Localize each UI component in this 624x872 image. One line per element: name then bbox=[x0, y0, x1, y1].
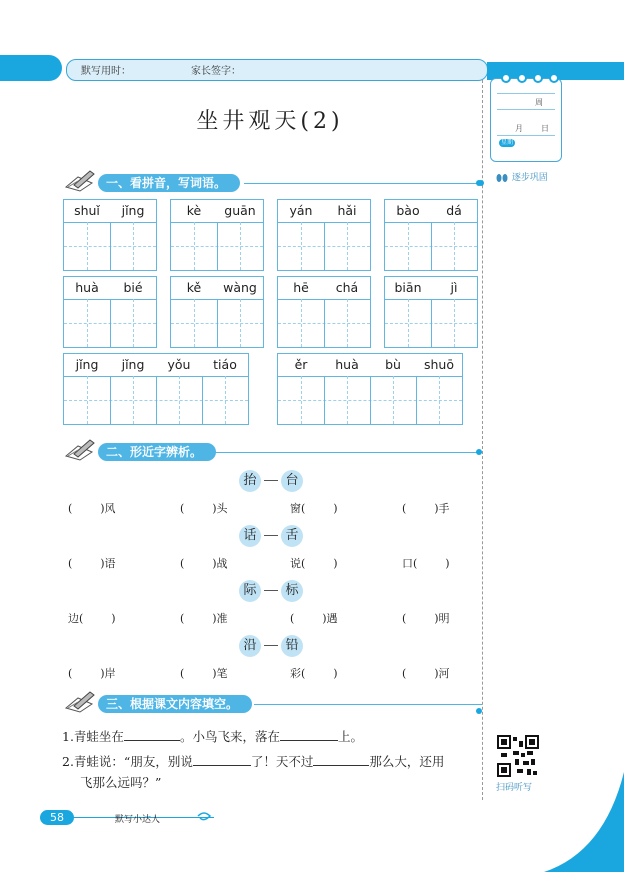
fill-in-item[interactable]: ( )语 bbox=[68, 557, 116, 570]
qr-code-icon[interactable] bbox=[497, 735, 539, 777]
pinyin-box[interactable] bbox=[384, 276, 478, 348]
answer-blank[interactable] bbox=[313, 753, 369, 766]
header-left-band bbox=[0, 55, 62, 81]
char-pair bbox=[239, 635, 303, 657]
fill-in-item[interactable]: ( )遇 bbox=[290, 612, 338, 625]
page-title: 坐井观天(2) bbox=[196, 109, 344, 134]
pinyin-text: tiáo bbox=[213, 357, 237, 372]
fill-in-item[interactable]: ( )岸 bbox=[68, 667, 116, 680]
margin-divider bbox=[482, 80, 483, 800]
ring-icon bbox=[517, 73, 527, 83]
pinyin-text: hē bbox=[293, 280, 309, 295]
fill-in-item[interactable]: ( )头 bbox=[180, 502, 228, 515]
pinyin-text: jǐng bbox=[121, 203, 145, 218]
char-b: 舌 bbox=[281, 525, 303, 547]
pinyin-text: yǒu bbox=[167, 357, 191, 372]
pinyin-text: huà bbox=[75, 280, 99, 295]
fill-in-item[interactable]: 说( ) bbox=[290, 557, 338, 570]
pinyin-box[interactable] bbox=[277, 199, 371, 271]
answer-blank[interactable] bbox=[193, 753, 251, 766]
fill-in-item[interactable]: 边( ) bbox=[68, 612, 116, 625]
pinyin-text: huà bbox=[335, 357, 359, 372]
char-a: 抬 bbox=[239, 470, 261, 492]
header-bar bbox=[66, 59, 488, 81]
ring-icon bbox=[549, 73, 559, 83]
answer-blank[interactable] bbox=[124, 728, 180, 741]
char-b: 台 bbox=[281, 470, 303, 492]
question-2-cont: 飞那么远吗？” bbox=[80, 775, 162, 790]
footprint-icon bbox=[495, 173, 509, 183]
pinyin-box[interactable] bbox=[277, 276, 371, 348]
corner-decoration bbox=[544, 772, 624, 872]
fill-in-item[interactable]: ( )河 bbox=[402, 667, 450, 680]
char-pair bbox=[239, 580, 303, 602]
fill-in-item[interactable]: 口( ) bbox=[402, 557, 450, 570]
char-pair bbox=[239, 525, 303, 547]
pinyin-text: jì bbox=[450, 280, 458, 295]
pinyin-box[interactable] bbox=[170, 276, 264, 348]
pinyin-text: chá bbox=[335, 280, 359, 295]
dot bbox=[476, 708, 482, 714]
month-label: 月 bbox=[515, 124, 523, 133]
pinyin-text: kè bbox=[186, 203, 202, 218]
pinyin-box[interactable] bbox=[63, 276, 157, 348]
pinyin-box[interactable] bbox=[170, 199, 264, 271]
char-pair bbox=[239, 470, 303, 492]
char-a: 话 bbox=[239, 525, 261, 547]
fill-in-item[interactable]: 彩( ) bbox=[290, 667, 338, 680]
char-b: 标 bbox=[281, 580, 303, 602]
pinyin-box[interactable] bbox=[277, 353, 463, 425]
dot bbox=[476, 180, 482, 186]
question-2: 2.青蛙说：“朋友，别说 了！天不过 那么大，还用 bbox=[62, 754, 445, 769]
pinyin-box[interactable] bbox=[63, 353, 249, 425]
weekday-pill: 星期 bbox=[500, 139, 513, 146]
pinyin-text: guān bbox=[224, 203, 256, 218]
pinyin-text: kě bbox=[186, 280, 202, 295]
pinyin-box[interactable] bbox=[63, 199, 157, 271]
return-arrow-icon bbox=[196, 810, 212, 822]
question-1: 1.青蛙坐在 。小鸟飞来，落在 上。 bbox=[62, 729, 363, 744]
footer-text: 默写小达人 bbox=[115, 815, 161, 825]
pen-book-icon bbox=[64, 169, 96, 193]
pinyin-text: jǐng bbox=[121, 357, 145, 372]
fill-in-item[interactable]: ( )手 bbox=[402, 502, 450, 515]
pinyin-text: hǎi bbox=[337, 203, 357, 218]
pinyin-text: dá bbox=[446, 203, 462, 218]
dot bbox=[476, 449, 482, 455]
section2-label: 二、形近字辨析。 bbox=[98, 443, 216, 461]
page-number: 58 bbox=[40, 810, 74, 825]
fill-in-item[interactable]: ( )风 bbox=[68, 502, 116, 515]
section3-header bbox=[64, 696, 482, 714]
pinyin-text: ěr bbox=[294, 357, 308, 372]
steps-label: 逐步巩固 bbox=[495, 170, 548, 183]
pinyin-text: bù bbox=[385, 357, 401, 372]
pinyin-text: bié bbox=[123, 280, 143, 295]
pinyin-box[interactable] bbox=[384, 199, 478, 271]
fill-in-item[interactable]: ( )明 bbox=[402, 612, 450, 625]
ring-icon bbox=[501, 73, 511, 83]
fill-in-item[interactable]: ( )准 bbox=[180, 612, 228, 625]
char-a: 沿 bbox=[239, 635, 261, 657]
time-label: 默写用时： bbox=[81, 66, 131, 77]
pinyin-text: biān bbox=[394, 280, 422, 295]
section1-label: 一、看拼音，写词语。 bbox=[98, 174, 240, 192]
week-label: 周 bbox=[535, 98, 543, 107]
pinyin-text: bào bbox=[396, 203, 420, 218]
pen-book-icon bbox=[64, 438, 96, 462]
pinyin-text: shuǐ bbox=[74, 203, 100, 218]
pinyin-text: shuō bbox=[423, 357, 454, 372]
day-label: 日 bbox=[541, 124, 549, 133]
pinyin-text: yán bbox=[289, 203, 313, 218]
pen-book-icon bbox=[64, 690, 96, 714]
fill-in-item[interactable]: ( )笔 bbox=[180, 667, 228, 680]
fill-in-item[interactable]: 窗( ) bbox=[290, 502, 338, 515]
ring-icon bbox=[533, 73, 543, 83]
sign-label: 家长签字： bbox=[191, 66, 241, 77]
answer-blank[interactable] bbox=[280, 728, 338, 741]
char-b: 铅 bbox=[281, 635, 303, 657]
char-a: 际 bbox=[239, 580, 261, 602]
section1-header bbox=[64, 175, 482, 193]
section2-header bbox=[64, 444, 482, 462]
pinyin-text: wàng bbox=[223, 280, 257, 295]
pinyin-text: jǐng bbox=[75, 357, 99, 372]
section3-label: 三、根据课文内容填空。 bbox=[98, 695, 252, 713]
qr-label: 扫码听写 bbox=[496, 783, 533, 793]
fill-in-item[interactable]: ( )战 bbox=[180, 557, 228, 570]
